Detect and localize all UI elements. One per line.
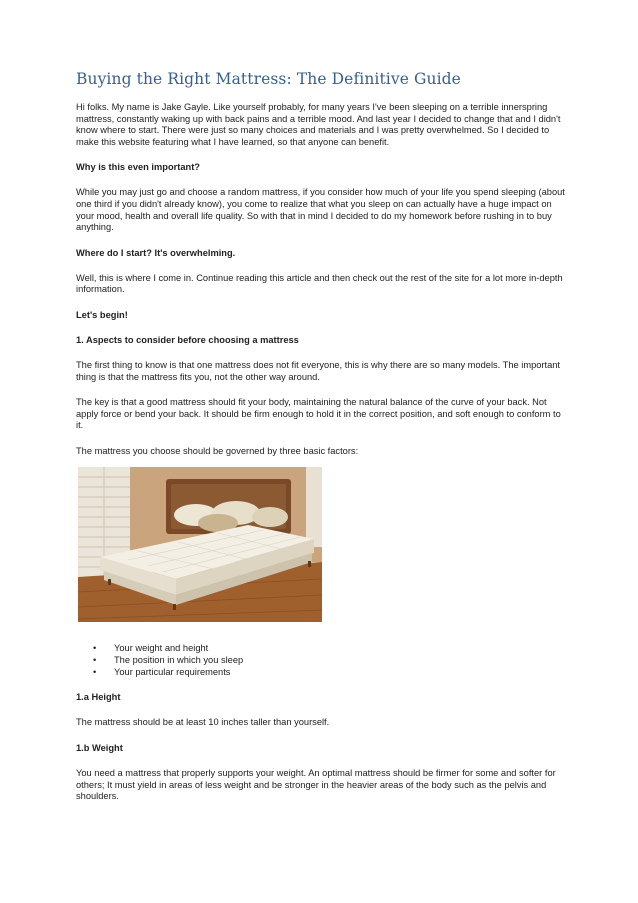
factors-list xyxy=(76,642,566,679)
document-page xyxy=(76,70,566,817)
aspects-paragraph-1: The first thing to know is that one mattress does not fit everyone, this is why there are so many models. The important thing is that the mattress fits you, not the other way around. xyxy=(76,359,561,382)
list-item xyxy=(76,654,566,666)
aspects-paragraph-2: The key is that a good mattress should fit your body, maintaining the natural balance of the curve of your back. Not apply force or bend your back. It should be firm enough to hold it in the correct position, and soft enough to conform to it. xyxy=(76,397,561,431)
weight-paragraph: You need a mattress that properly supports your weight. An optimal mattress should be firmer for some and softer for others; It must yield in areas of less weight and be stronger in the heavier areas of the body such as the pelvis and shoulders. xyxy=(76,767,556,802)
heading-height: 1.a Height xyxy=(76,692,121,703)
bullet-icon: • xyxy=(93,667,97,678)
intro-paragraph: Hi folks. My name is Jake Gayle. Like yourself probably, for many years I've been sleeping on a terrible innerspring mattress, constantly waking up with back pains and a terrible mood. And last year I decided to change that and I didn't know where to start. There were just so many choices and materials and I was pretty overwhelmed. So I decided to make this website featuring what I have learned, so that anyone can benefit. xyxy=(76,102,561,147)
heading-weight: 1.b Weight xyxy=(76,742,123,753)
list-item xyxy=(76,642,566,654)
start-paragraph: Well, this is where I come in. Continue reading this article and then check out the rest of the site for a lot more in-depth information. xyxy=(76,272,563,295)
heading-aspects: 1. Aspects to consider before choosing a mattress xyxy=(76,334,299,345)
page-title: Buying the Right Mattress: The Definitive Guide xyxy=(76,70,461,88)
list-item-text: Your weight and height xyxy=(114,642,209,653)
list-item-text: The position in which you sleep xyxy=(114,654,244,665)
list-item xyxy=(76,666,566,678)
bullet-icon: • xyxy=(93,642,97,653)
bullet-icon: • xyxy=(93,654,97,665)
heading-where-start: Where do I start? It's overwhelming. xyxy=(76,247,236,258)
factors-intro-paragraph: The mattress you choose should be governed by three basic factors: xyxy=(76,445,359,456)
height-paragraph: The mattress should be at least 10 inches taller than yourself. xyxy=(76,717,330,728)
heading-lets-begin: Let's begin! xyxy=(76,309,128,320)
list-item-text: Your particular requirements xyxy=(114,667,231,678)
mattress-bedroom-image xyxy=(78,467,322,622)
heading-why-important: Why is this even important? xyxy=(76,162,200,173)
why-paragraph: While you may just go and choose a random mattress, if you consider how much of your life you spend sleeping (about one third if you didn't already know), you come to realize that what you sleep on can actually have a huge impact on your mood, health and overall life quality. So with that in mind I decided to do my homework before rushing in to buy anything. xyxy=(76,187,565,233)
